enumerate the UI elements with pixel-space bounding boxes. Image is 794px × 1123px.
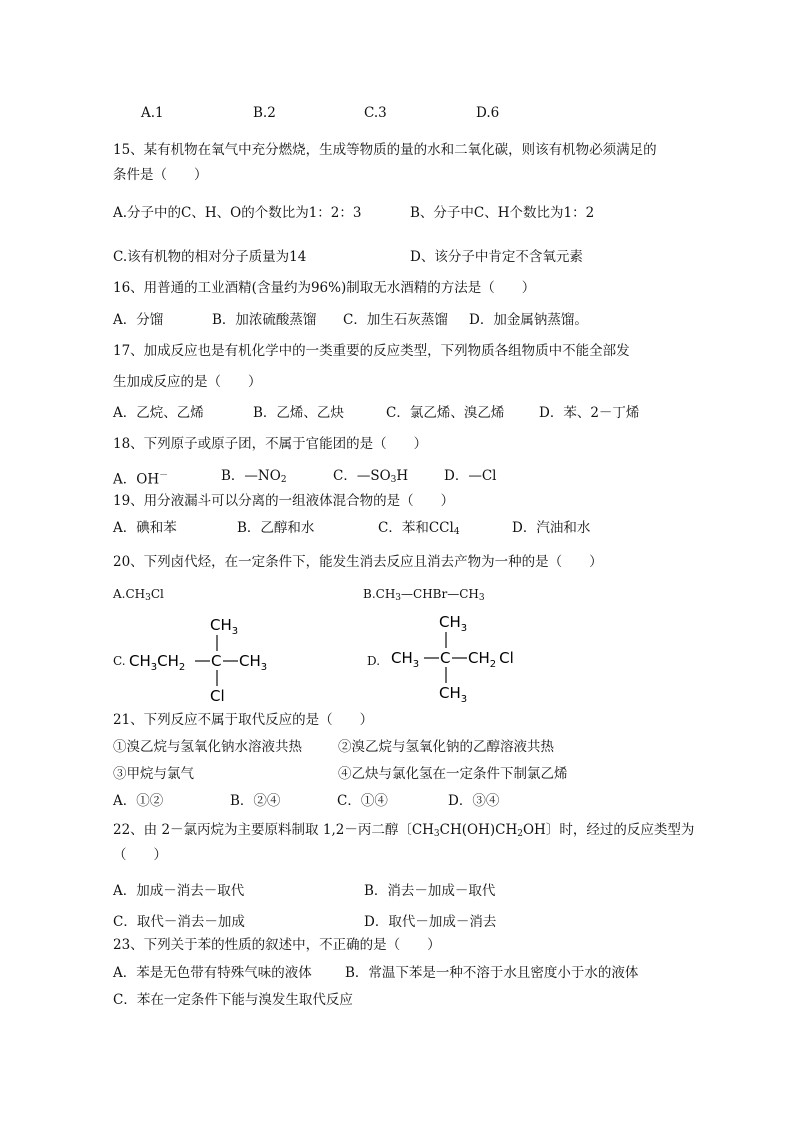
q20-option-a: $A.CH_3Cl$ — [113, 587, 164, 603]
q19-option-a: A．碘和苯 — [113, 520, 177, 536]
q15-option-c: C.该有机物的相对分子质量为14 — [113, 249, 307, 265]
q17-option-d: D．苯、2－丁烯 — [539, 405, 640, 421]
q15-option-b: B、分子中C、H个数比为1：2 — [410, 205, 595, 221]
q15-option-a: A.分子中的C、H、O的个数比为1：2：3 — [113, 205, 362, 221]
q18-option-b: B．$—NO_2$ — [221, 468, 287, 485]
q22-stem-line1: 22、由 2－氯丙烷为主要原料制取 1,2－丙二醇〔$CH_3CH(OH)CH_2OH$〕时，经过的反应类型为 — [113, 822, 695, 839]
q21-stem: 21、下列反应不属于取代反应的是（ ） — [113, 712, 374, 728]
q23-stem: 23、下列关于苯的性质的叙述中，不正确的是（ ） — [113, 937, 441, 953]
q22-option-c: C．取代－消去－加成 — [113, 914, 245, 930]
q20-c-left-group: $CH_3CH_2$ — [129, 652, 186, 673]
q15-stem-line1: 15、某有机物在氧气中充分燃烧，生成等物质的量的水和二氧化碳，则该有机物必须满足的 — [113, 142, 657, 158]
q20-d-top-group: $CH_3$ — [439, 613, 468, 634]
q18-option-a: A．OH－ — [113, 471, 169, 488]
q18-option-d: D．—Cl — [444, 468, 497, 484]
q23-option-a: A．苯是无色带有特殊气味的液体 — [113, 965, 312, 981]
q19-option-c: C．苯和CCl$_4$ — [378, 520, 460, 537]
q21-option-b: B．②④ — [230, 793, 281, 809]
q20-option-b: $B.CH_3—CHBr—CH_3$ — [363, 587, 485, 603]
q16-option-a: A．分馏 — [113, 312, 164, 328]
q21-option-d: D．③④ — [448, 793, 500, 809]
q19-stem: 19、用分液漏斗可以分离的一组液体混合物的是（ ） — [113, 493, 455, 509]
q14-option-a: A.1 — [141, 105, 164, 121]
q20-c-right-group: $CH_3$ — [239, 652, 268, 673]
q21-option-c: C．①④ — [337, 793, 388, 809]
q17-stem-line1: 17、加成反应也是有机化学中的一类重要的反应类型，下列物质各组物质中不能全部发 — [113, 343, 630, 359]
q21-item-2: ②溴乙烷与氢氧化钠的乙醇溶液共热 — [338, 739, 554, 755]
q22-option-a: A．加成－消去－取代 — [113, 883, 245, 899]
q20-d-right-group: $CH_2$ Cl — [468, 649, 514, 670]
q20-option-d-label: D. — [367, 654, 381, 668]
q15-stem-line2: 条件是（ ） — [113, 167, 208, 183]
q21-option-a: A．①② — [113, 793, 164, 809]
q20-c-bottom-group: Cl — [210, 687, 225, 705]
q22-option-d: D．取代－加成－消去 — [364, 914, 497, 930]
q16-option-c: C．加生石灰蒸馏 — [343, 312, 448, 328]
q23-option-b: B．常温下苯是一种不溶于水且密度小于水的液体 — [345, 965, 639, 981]
q14-option-d: D.6 — [476, 105, 500, 121]
q20-stem: 20、下列卤代烃，在一定条件下，能发生消去反应且消去产物为一种的是（ ） — [113, 554, 603, 570]
q20-d-left-group: $CH_3$ — [391, 649, 420, 670]
q15-option-d: D、该分子中肯定不含氧元素 — [410, 249, 583, 265]
q17-option-c: C．氯乙烯、溴乙烯 — [386, 405, 505, 421]
q20-option-c-structure — [124, 610, 284, 705]
q21-item-4: ④乙炔与氯化氢在一定条件下制氯乙烯 — [338, 766, 568, 782]
q20-option-c-label: C. — [113, 654, 126, 668]
q22-option-b: B．消去－加成－取代 — [364, 883, 496, 899]
q17-stem-line2: 生加成反应的是（ ） — [113, 374, 262, 390]
q23-option-c: C．苯在一定条件下能与溴发生取代反应 — [113, 992, 353, 1008]
q21-item-3: ③甲烷与氯气 — [113, 766, 194, 782]
q14-option-b: B.2 — [253, 105, 276, 121]
q20-d-center-carbon: C — [440, 649, 451, 667]
q20-c-top-group: $CH_3$ — [210, 616, 239, 637]
q20-d-bottom-group: $CH_3$ — [439, 684, 468, 702]
q19-option-b: B．乙醇和水 — [237, 520, 315, 536]
q20-c-center-carbon: C — [211, 652, 222, 670]
q14-option-c: C.3 — [364, 105, 387, 121]
q19-option-d: D．汽油和水 — [512, 520, 591, 536]
q17-option-a: A．乙烷、乙烯 — [113, 405, 204, 421]
q21-item-1: ①溴乙烷与氢氧化钠水溶液共热 — [113, 739, 302, 755]
q18-stem: 18、下列原子或原子团，不属于官能团的是（ ） — [113, 436, 428, 452]
q17-option-b: B．乙烯、乙炔 — [253, 405, 344, 421]
q16-stem: 16、用普通的工业酒精(含量约为96%)制取无水酒精的方法是（ ） — [113, 280, 536, 296]
q22-stem-line2: （ ） — [113, 847, 167, 863]
q20-option-d-structure — [388, 607, 528, 702]
q16-option-b: B．加浓硫酸蒸馏 — [212, 312, 317, 328]
q18-option-c: C．$—SO_3H$ — [333, 468, 409, 485]
q16-option-d: D．加金属钠蒸馏。 — [469, 312, 588, 328]
